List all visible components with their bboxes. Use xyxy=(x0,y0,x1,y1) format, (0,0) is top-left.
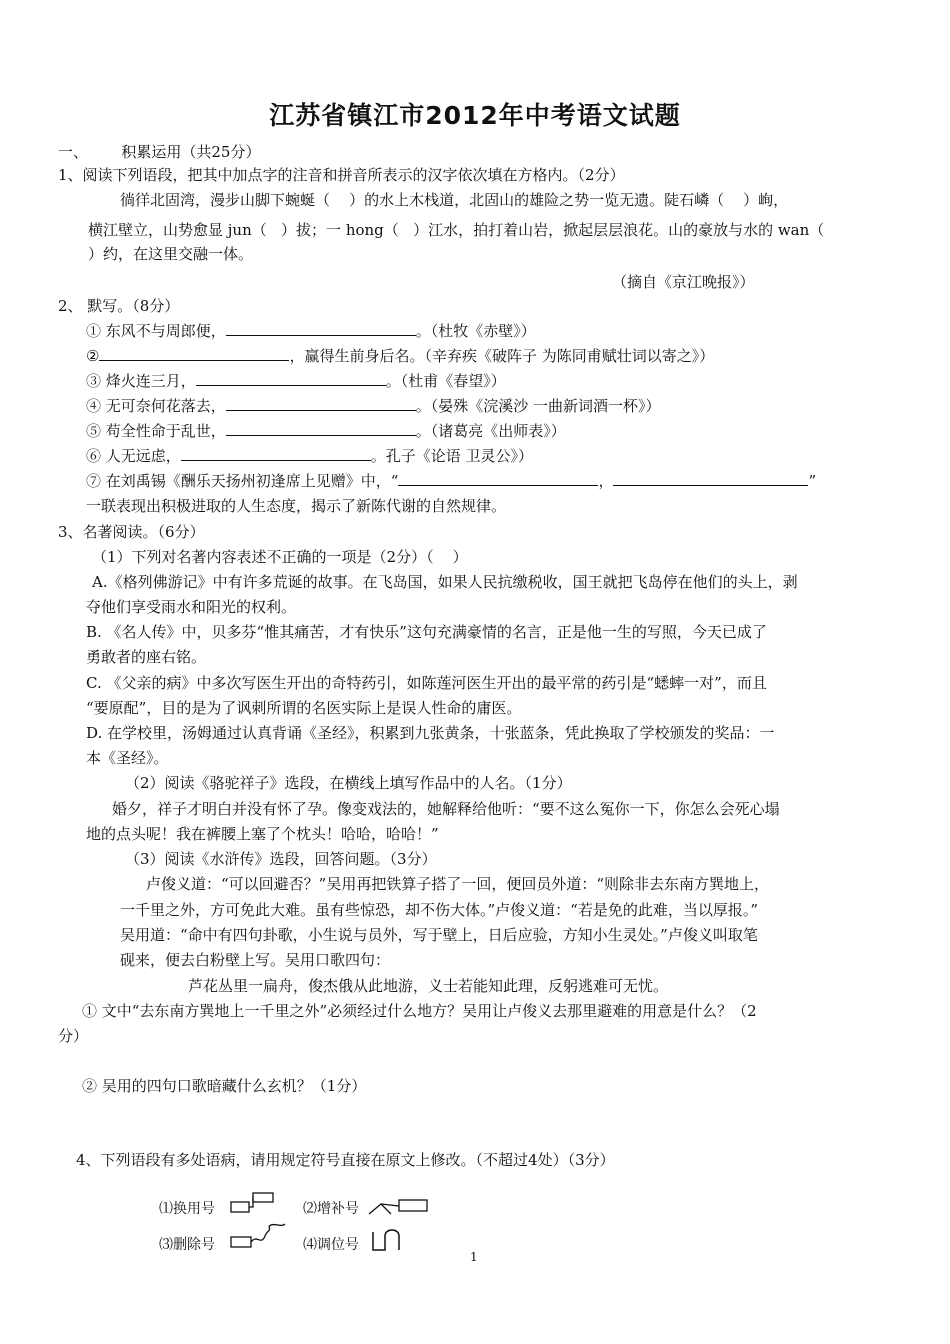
q2-item-4-source: 。（晏殊《浣溪沙 一曲新词酒一杯》） xyxy=(415,397,661,415)
question-a-1: ① 文中“去东南方巽地上一千里之外”必须经过什么地方？吴用让卢俊义去那里避难的用意是什么？（2 xyxy=(82,1002,757,1020)
page-number: 1 xyxy=(470,1250,478,1264)
q4-stem: 4、下列语段有多处语病，请用规定符号直接在原文上修改。（不超过4处）（3分） xyxy=(76,1151,615,1169)
q2-item-2-prompt: ② xyxy=(86,347,100,365)
q2-item-7-prompt: ⑦ 在刘禹锡《酬乐天扬州初逢席上见赠》中，“ xyxy=(86,472,399,490)
symbol-label-replace: ⑴换用号 xyxy=(159,1201,215,1217)
excerpt-line: 砚来，便去白粉壁上写。吴用口歌四句： xyxy=(120,951,391,969)
q2-item-6-prompt: ⑥ 人无远虑， xyxy=(86,447,181,465)
q3-sub-3: （3）阅读《水浒传》选段，回答问题。（3分） xyxy=(125,850,437,868)
q2-item-3-source: 。（杜甫《春望》） xyxy=(385,372,506,390)
excerpt-line: 婚夕，祥子才明白并没有怀了孕。像变戏法的，她解释给他听：“要不这么冤你一下，你怎么会死心塌 xyxy=(112,800,780,818)
option-b-1: B. 《名人传》中，贝多芬“惟其痛苦，才有快乐”这句充满豪情的名言，正是他一生的写照，今天已成了 xyxy=(86,623,767,641)
answer-blank[interactable] xyxy=(226,396,416,411)
q2-item-5-prompt: ⑤ 苟全性命于乱世， xyxy=(86,422,226,440)
answer-blank[interactable] xyxy=(398,471,598,486)
question-a-2: 分） xyxy=(58,1027,89,1045)
q2-item-1-source: 。（杜牧《赤壁》） xyxy=(415,322,536,340)
poem-line: 芦花丛里一扁舟，俊杰俄从此地游，义士若能知此理，反躬逃难可无忧。 xyxy=(188,977,669,995)
delete-mark-icon xyxy=(229,1222,299,1252)
answer-blank[interactable] xyxy=(226,321,416,336)
q2-item-7-close: ” xyxy=(808,472,817,490)
answer-blank[interactable] xyxy=(99,346,289,361)
q1-line-1: 徜徉北固湾，漫步山脚下蜿蜒（ ）的水上木栈道，北固山的雄险之势一览无遗。陡石嶙（ ）峋， xyxy=(120,191,789,209)
option-b-2: 勇敢者的座右铭。 xyxy=(86,648,207,666)
q2-item-4 xyxy=(86,396,661,416)
replace-mark-icon xyxy=(229,1192,277,1216)
symbol-label-delete: ⑶删除号 xyxy=(159,1237,215,1253)
q2-item-7-comma: ， xyxy=(598,472,614,490)
q3-sub-2: （2）阅读《骆驼祥子》选段，在横线上填写作品中的人名。（1分） xyxy=(125,774,572,792)
q2-item-2-source: ，赢得生前身后名。（辛弃疾《破阵子 为陈同甫赋壮词以寄之》） xyxy=(289,347,715,365)
excerpt-line: 地的点头呢！我在裤腰上塞了个枕头！哈哈，哈哈！” xyxy=(86,825,439,843)
section-heading: 一、 积累运用（共25分） xyxy=(58,143,261,161)
option-d-2: 本《圣经》。 xyxy=(86,749,169,767)
q2-item-1-prompt: ① 东风不与周郎便， xyxy=(86,322,226,340)
q1-line-3: ）约，在这里交融一体。 xyxy=(88,245,254,263)
option-a-2: 夺他们享受雨水和阳光的权利。 xyxy=(86,598,297,616)
q3-sub-1: （1）下列对名著内容表述不正确的一项是（2分）（ ） xyxy=(92,548,468,566)
q2-item-1 xyxy=(86,321,536,341)
q1-line-2: 横江壁立，山势愈显 jun（ ）拔；一 hong（ ）江水，拍打着山岩，掀起层层浪花。山的豪放与水的 wan（ xyxy=(88,221,825,239)
q2-item-2 xyxy=(86,346,714,366)
editing-symbols-legend xyxy=(155,1186,445,1258)
question-b: ② 吴用的四句口歌暗藏什么玄机？（1分） xyxy=(82,1077,367,1095)
q2-item-5 xyxy=(86,421,566,441)
option-c-1: C. 《父亲的病》中多次写医生开出的奇特药引，如陈莲河医生开出的最平常的药引是“蟋蟀一对”，而且 xyxy=(86,674,767,692)
symbol-label-insert: ⑵增补号 xyxy=(303,1201,359,1217)
q2-item-5-source: 。（诸葛亮《出师表》） xyxy=(415,422,566,440)
q2-item-6-source: 。孔子《论语 卫灵公》） xyxy=(370,447,534,465)
answer-blank[interactable] xyxy=(226,421,416,436)
symbol-label-transpose: ⑷调位号 xyxy=(303,1237,359,1253)
insert-mark-icon xyxy=(367,1196,431,1218)
q1-stem: 1、阅读下列语段，把其中加点字的注音和拼音所表示的汉字依次填在方格内。（2分） xyxy=(58,166,625,184)
answer-blank[interactable] xyxy=(181,446,371,461)
q2-item-7-cont: 一联表现出积极进取的人生态度，揭示了新陈代谢的自然规律。 xyxy=(86,497,507,515)
q3-stem: 3、名著阅读。（6分） xyxy=(58,523,205,541)
q2-stem: 2、 默写。（8分） xyxy=(58,297,180,315)
q2-item-3 xyxy=(86,371,506,391)
excerpt-line: 卢俊义道：“可以回避否？”吴用再把铁算子搭了一回，便回员外道：“则除非去东南方巽地上， xyxy=(146,875,770,893)
page-title: 江苏省镇江市2012年中考语文试题 xyxy=(269,101,681,130)
transpose-mark-icon xyxy=(369,1226,409,1254)
option-d-1: D. 在学校里，汤姆通过认真背诵《圣经》，积累到九张黄条，十张蓝条，凭此换取了学校颁发的奖品：一 xyxy=(86,724,775,742)
excerpt-line: 一千里之外，方可免此大难。虽有些惊恐，却不伤大体。”卢俊义道：“若是免的此难，当以厚报。” xyxy=(120,901,759,919)
excerpt-line: 吴用道：“命中有四句卦歌，小生说与员外，写于壁上，日后应验，方知小生灵处。”卢俊义叫取笔 xyxy=(120,926,758,944)
q2-item-3-prompt: ③ 烽火连三月， xyxy=(86,372,196,390)
q1-source: （摘自《京江晚报》） xyxy=(612,273,755,291)
q2-item-4-prompt: ④ 无可奈何花落去， xyxy=(86,397,226,415)
q2-item-7 xyxy=(86,471,816,491)
option-a-1: A.《格列佛游记》中有许多荒诞的故事。在飞岛国，如果人民抗缴税收，国王就把飞岛停在他们的头上，剥 xyxy=(92,573,798,591)
answer-blank[interactable] xyxy=(196,371,386,386)
q2-item-6 xyxy=(86,446,533,466)
answer-blank[interactable] xyxy=(613,471,808,486)
option-c-2: “要原配”，目的是为了讽刺所谓的名医实际上是误人性命的庸医。 xyxy=(86,699,522,717)
